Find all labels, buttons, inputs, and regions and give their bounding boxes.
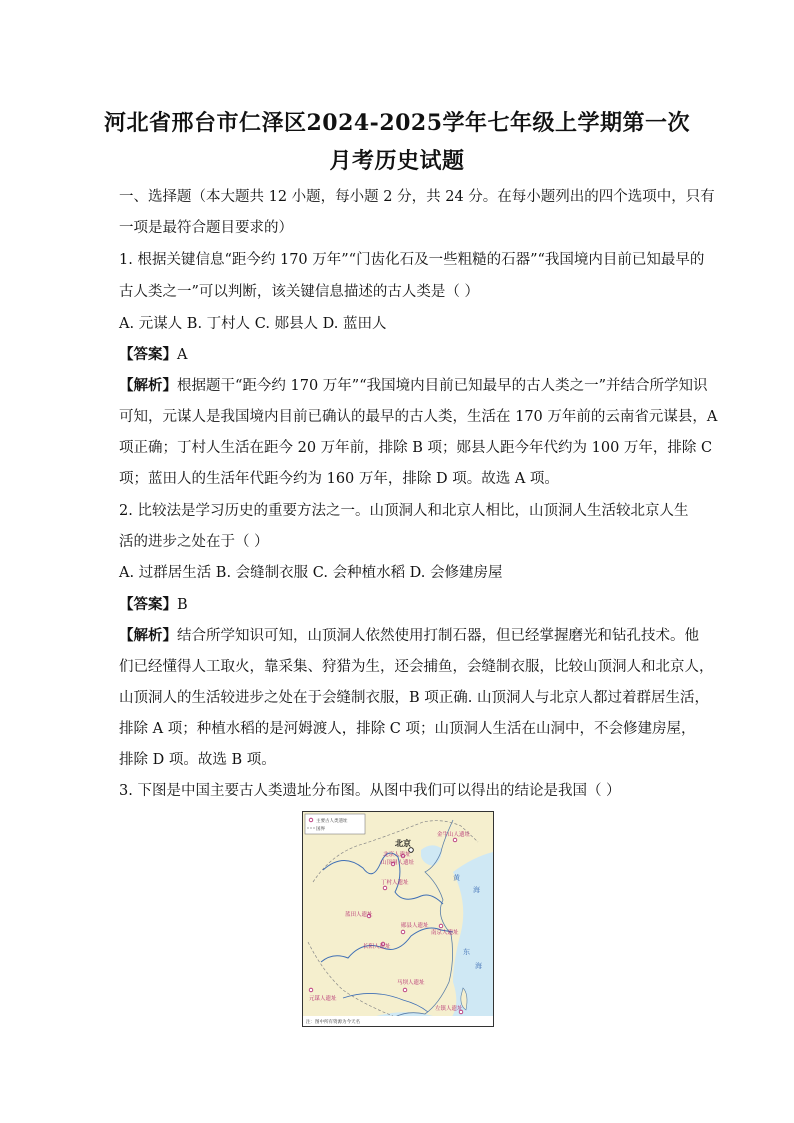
q2-analysis-4: 排除 A 项；种植水稻的是河姆渡人，排除 C 项；山顶洞人生活在山洞中，不会修建房屋， — [119, 721, 696, 737]
q1-analysis-3: 项正确；丁村人生活在距今 20 万年前，排除 B 项；郧县人距今年代约为 100 万年，排除 C — [119, 440, 713, 456]
site-marker — [453, 838, 457, 842]
answer-value: B — [177, 597, 188, 613]
site-marker — [309, 988, 313, 992]
site-label-shandingdong: 山顶洞人遗址 — [381, 860, 415, 866]
q2-stem-2: 活的进步之处在于（ ） — [119, 534, 269, 550]
q2-analysis-5: 排除 D 项。故选 B 项。 — [119, 752, 276, 768]
section-line-1: 一、选择题（本大题共 12 小题，每小题 2 分，共 24 分。在每小题列出的四个选项中，只有 — [119, 189, 715, 205]
q3-stem-1: 3. 下图是中国主要古人类遗址分布图。从图中我们可以得出的结论是我国（ ） — [119, 783, 621, 799]
legend-box — [305, 814, 365, 834]
map-svg — [303, 812, 493, 1026]
answer-label: 【答案】 — [119, 346, 177, 363]
sea-label-huang: 黄 — [453, 874, 460, 882]
sea-label-hai-2: 海 — [475, 962, 482, 970]
site-label-changyang: 长阳人遗址 — [363, 944, 391, 950]
sea-label-dong: 东 — [463, 948, 470, 956]
ancient-sites-map — [302, 811, 494, 1027]
site-label-dingcun: 丁村人遗址 — [381, 880, 409, 886]
legend-site-label: 主要古人类遗址 — [316, 819, 348, 824]
q2-analysis-2: 们已经懂得人工取火，靠采集、狩猎为生，还会捕鱼，会缝制衣服，比较山顶洞人和北京人， — [119, 659, 714, 675]
site-label-yuanmou: 元谋人遗址 — [309, 996, 337, 1002]
analysis-label: 【解析】 — [119, 627, 177, 644]
q2-analysis-3: 山顶洞人的生活较进步之处在于会缝制衣服，B 项正确. 山顶洞人与北京人都过着群居生活， — [119, 690, 709, 706]
q1-analysis-2: 可知，元谋人是我国境内目前已确认的最早的古人类，生活在 170 万年前的云南省元谋县，A — [119, 409, 718, 425]
site-label-lantian: 蓝田人遗址 — [345, 912, 373, 918]
analysis-label: 【解析】 — [119, 377, 177, 394]
site-marker — [383, 886, 387, 890]
q2-answer — [119, 593, 188, 614]
q1-stem-2: 古人类之一”可以判断，该关键信息描述的古人类是（ ） — [119, 284, 480, 300]
q1-answer — [119, 343, 187, 364]
analysis-text: 根据题干“距今约 170 万年”“我国境内目前已知最早的古人类之一”并结合所学知识 — [177, 378, 708, 394]
bohai-sea — [421, 845, 441, 866]
site-label-yunxian: 郧县人遗址 — [401, 923, 429, 929]
pearl-river — [343, 993, 428, 1012]
site-marker — [439, 924, 443, 928]
site-marker — [401, 930, 405, 934]
site-label-zuozhen: 左镇人遗址 — [435, 1006, 463, 1012]
site-label-nanjing: 南京人遗址 — [431, 930, 459, 936]
map-note: 注：图中所有资源为今天名 — [306, 1020, 360, 1025]
q2-analysis-1 — [119, 624, 699, 645]
q1-analysis-1 — [119, 374, 708, 395]
border-line — [308, 942, 393, 1016]
site-label-jinniushan: 金牛山人遗址 — [437, 832, 471, 838]
title-line-2: 月考历史试题 — [329, 148, 465, 174]
q2-options: A. 过群居生活 B. 会缝制衣服 C. 会种植水稻 D. 会修建房屋 — [119, 565, 503, 581]
answer-value: A — [177, 347, 188, 363]
title-line-1: 河北省邢台市仁泽区2024-2025学年七年级上学期第一次 — [103, 110, 691, 136]
section-line-2: 一项是最符合题目要求的） — [119, 220, 293, 236]
site-marker — [403, 988, 407, 992]
q1-analysis-4: 项；蓝田人的生活年代距今约为 160 万年，排除 D 项。故选 A 项。 — [119, 471, 559, 487]
q1-options: A. 元谋人 B. 丁村人 C. 郧县人 D. 蓝田人 — [119, 316, 387, 332]
site-label-beijing: 北京人遗址 — [383, 852, 411, 858]
sea-area — [443, 852, 493, 1026]
legend-border-label: 国界 — [316, 827, 325, 832]
capital-label: 北京 — [395, 839, 411, 848]
sea-label-hai-1: 海 — [473, 886, 480, 894]
q2-stem-1: 2. 比较法是学习历史的重要方法之一。山顶洞人和北京人相比，山顶洞人生活较北京人生 — [119, 503, 689, 519]
answer-label: 【答案】 — [119, 596, 177, 613]
analysis-text: 结合所学知识可知，山顶洞人依然使用打制石器，但已经掌握磨光和钻孔技术。他 — [177, 628, 699, 644]
q1-stem-1: 1. 根据关键信息“距今约 170 万年”“门齿化石及一些粗糙的石器”“我国境内目前已知最早的 — [119, 252, 705, 268]
site-label-maba: 马坝人遗址 — [397, 980, 425, 986]
